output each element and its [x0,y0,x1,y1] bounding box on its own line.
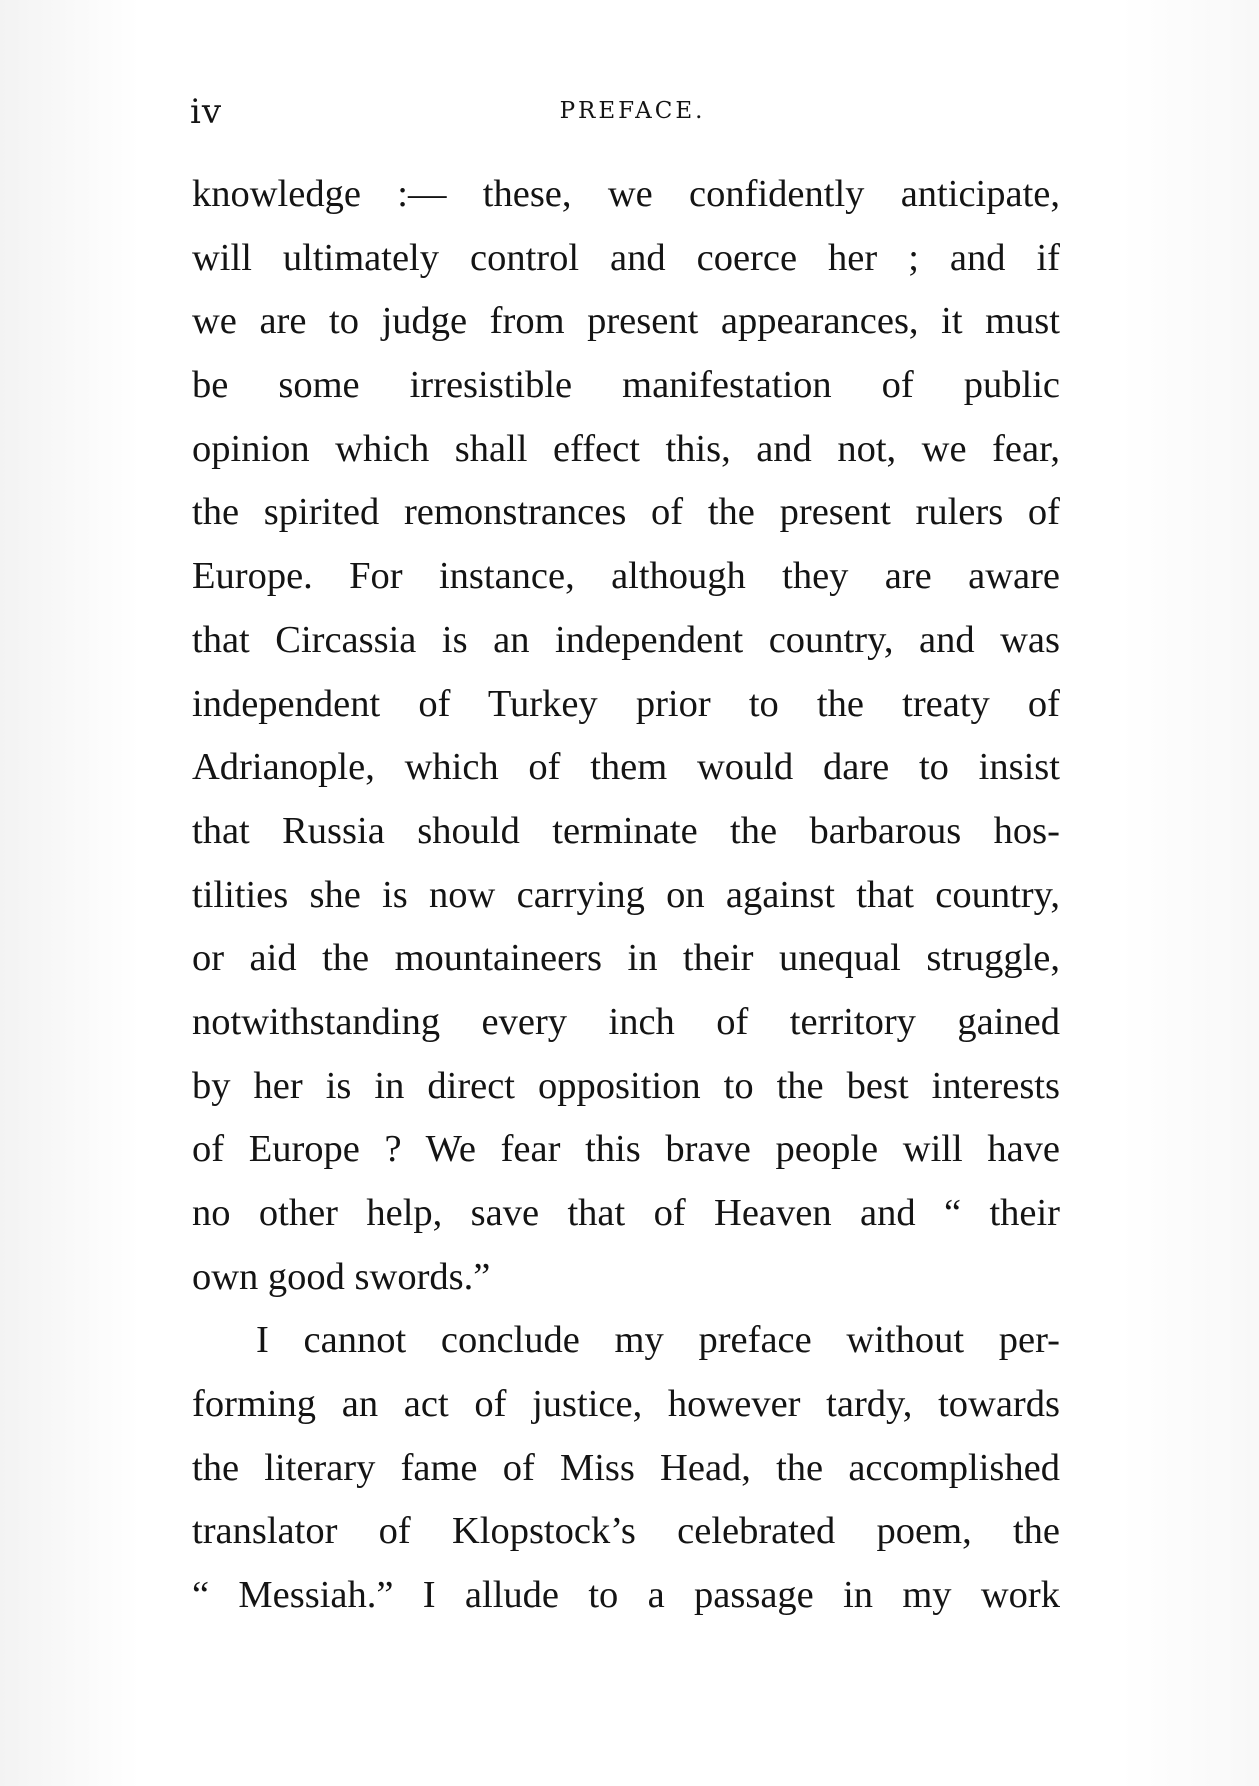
text-line: forming an act of justice, however tardy, towards [192,1383,1060,1426]
text-line: own good swords.” [192,1255,491,1298]
running-title: PREFACE. [559,98,706,124]
text-line: Adrianople, which of them would dare to insist [192,746,1060,789]
text-line: by her is in direct opposition to the best interests [192,1064,1060,1107]
text-line: I cannot conclude my preface without per- [256,1319,1060,1362]
text-line: independent of Turkey prior to the treaty of [192,682,1060,725]
text-line: Europe. For instance, although they are aware [192,555,1060,598]
text-line: of Europe ? We fear this brave people will have [192,1128,1060,1171]
text-line: that Russia should terminate the barbarous hos- [192,809,1060,852]
page-number: iv [190,92,223,132]
text-line: “ Messiah.” I allude to a passage in my work [192,1574,1060,1617]
text-line: opinion which shall effect this, and not, we fear, [192,427,1060,470]
text-line: translator of Klopstock’s celebrated poem, the [192,1510,1060,1553]
paragraph-1 [192,163,1060,1309]
text-line: will ultimately control and coerce her ; and if [192,236,1060,279]
text-line: we are to judge from present appearances, it must [192,300,1060,343]
page-header [190,92,1075,132]
text-line: tilities she is now carrying on against that country, [192,873,1060,916]
text-line: be some irresistible manifestation of public [192,364,1060,407]
text-line: the spirited remonstrances of the present rulers of [192,491,1060,534]
text-line: knowledge :— these, we confidently anticipate, [192,173,1060,215]
text-line: no other help, save that of Heaven and “ their [192,1192,1060,1234]
body-text [192,163,1060,1628]
paragraph-2 [192,1309,1060,1627]
text-line: or aid the mountaineers in their unequal struggle, [192,937,1060,980]
text-line: that Circassia is an independent country, and was [192,618,1060,661]
text-line: the literary fame of Miss Head, the accomplished [192,1446,1060,1489]
text-line: notwithstanding every inch of territory gained [192,1000,1060,1043]
